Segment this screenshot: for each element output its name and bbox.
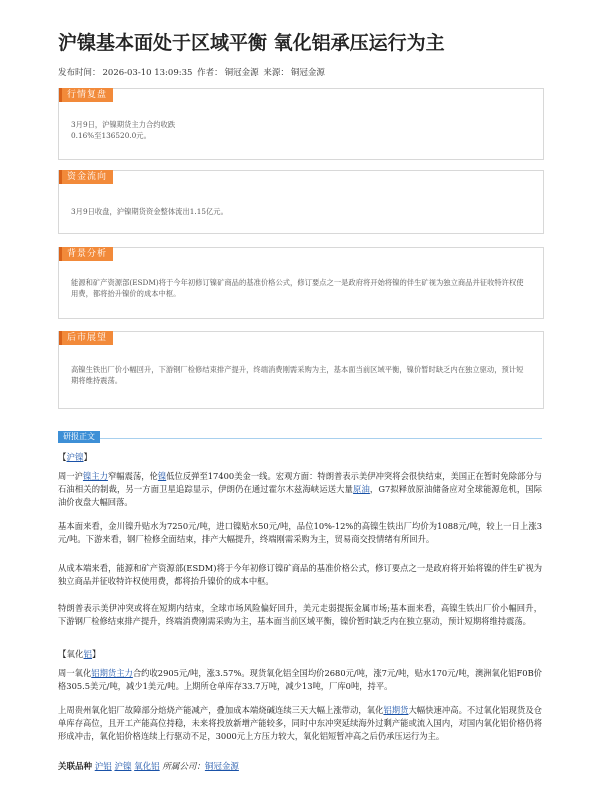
company-label: 所属公司：	[162, 762, 205, 772]
alumina-header-open: 【氧化	[58, 650, 84, 660]
research-tag: 研报正文	[58, 431, 100, 443]
related-link-nickel[interactable]: 沪镍	[114, 762, 132, 772]
company-link[interactable]: 铜冠金源	[204, 762, 239, 772]
author-label: 作者：	[197, 68, 223, 78]
review-text: 3月9日，沪镍期货主力合约收跌0.16%至136520.0元。	[71, 120, 176, 140]
outlook-text: 高镍生铁出厂价小幅回升，下游钢厂检修结束排产提升，终端消费刚需采购为主，基本面当前区域平衡，镍价暂时缺乏内在独立驱动，预计短期将维持震荡。	[71, 365, 524, 385]
nickel-link[interactable]: 沪镍	[66, 453, 84, 463]
p1-text-b: 窄幅震荡，伦	[107, 471, 158, 481]
nickel-header	[58, 451, 92, 463]
lme-nickel-link[interactable]: 镍	[157, 471, 167, 481]
background-text: 能源和矿产资源部(ESDM)将于今年初修订镍矿商品的基准价格公式，修订要点之一是政府将开始将镍的伴生矿视为独立商品并征收特许权使用费，都将抬升镍价的成本中枢。	[71, 278, 524, 298]
outlook-section	[58, 331, 544, 409]
review-section	[58, 88, 544, 160]
p5-text-b: 合约收2905元/吨，涨3.57%。现货氧化铝全国均价2680元/吨，涨7元/吨，贴水170元/吨，澳洲氧化铝F0B价格305.5美元/吨，减少1美元/吨。上期所仓单库存33.7万吨，减少13吨，厂库0吨，持平。	[58, 668, 542, 691]
alumina-paragraph-2	[58, 704, 542, 742]
author: 铜冠金源	[224, 68, 259, 78]
source-label: 来源：	[263, 68, 289, 78]
source: 铜冠金源	[290, 68, 325, 78]
alumina-link[interactable]: 铝	[83, 650, 93, 660]
flow-section	[58, 170, 544, 234]
p2-text: 基本面来看，金川镍升贴水为7250元/吨，进口镍贴水50元/吨，品位10%-12%的高镍生铁出厂均价为1088元/吨，较上一日上涨3元/吨。下游来看，钢厂检修全面结束，排产大幅提升，终端刚需采购为主，贸易商交投情绪有所回升。	[58, 521, 542, 544]
related-label: 关联品种	[58, 762, 93, 772]
flow-text: 3月9日收盘，沪镍期货资金整体流出1.15亿元。	[71, 207, 228, 216]
alumina-futures-link[interactable]: 铝期货	[383, 705, 409, 715]
nickel-header-close: 】	[83, 453, 93, 463]
background-label: 背景分析	[59, 247, 113, 261]
p3-text: 从成本端来看，能源和矿产资源部(ESDM)将于今年初修订镍矿商品的基准价格公式，修订要点之一是政府将开始将镍的伴生矿视为独立商品并征收特许权使用费，都将抬升镍价的成本中枢。	[58, 563, 542, 586]
background-section	[58, 247, 544, 319]
alumina-paragraph-1	[58, 667, 542, 693]
publish-time: 2026-03-10 13:09:35	[102, 68, 193, 78]
crude-oil-link[interactable]: 原油	[353, 483, 370, 494]
nickel-paragraph-4	[58, 602, 542, 628]
alumina-header	[58, 648, 101, 660]
research-divider	[58, 438, 542, 439]
p1-text-d: ，G7拟释放原油储备应对全球能源危机，国际油价夜盘大幅回落。	[58, 483, 542, 507]
related-link-alumina[interactable]: 氧化铝	[134, 762, 160, 772]
nickel-paragraph-3	[58, 562, 542, 588]
p6-text-a: 上周贵州氧化铝厂故障部分焙烧产能减产，叠加成本端烧碱连续三天大幅上涨带动，氧化	[58, 705, 384, 715]
p6-text-b: 大幅快速冲高。不过氧化铝现货及仓单库存高位，且开工产能高位持稳，未来将投放新增产能较多，同时中东冲突延续海外过剩产能或流入国内，对国内氧化铝价格仍将形成冲击，氧化铝价格连续上行驱动不足，3000元上方压力较大，氧化铝短暂冲高之后仍承压运行为主。	[58, 705, 542, 741]
nickel-paragraph-2	[58, 520, 542, 546]
nickel-paragraph-1	[58, 470, 542, 508]
alumina-header-close: 】	[92, 650, 101, 660]
p5-text-a: 周一氧化	[58, 668, 92, 678]
p4-text: 特朗普表示美伊冲突或将在短期内结束，全球市场风险偏好回升，美元走弱提振金属市场;基本面来看，高镍生铁出厂价小幅回升，下游钢厂检修结束排产提升，终端消费刚需采购为主，基本面当前区域平衡，镍价暂时缺乏内在独立驱动，预计短期将维持震荡。	[58, 603, 542, 626]
publish-label: 发布时间：	[58, 68, 101, 78]
nickel-header-open: 【	[58, 453, 67, 463]
nickel-main-link[interactable]: 镍主力	[82, 471, 108, 481]
article-title: 沪镍基本面处于区域平衡 氧化铝承压运行为主	[58, 32, 445, 54]
outlook-label: 后市展望	[59, 331, 113, 345]
alumina-main-link[interactable]: 铝期货主力	[91, 668, 133, 678]
review-label: 行情复盘	[59, 88, 113, 102]
related-footer	[58, 760, 239, 772]
flow-label: 资金流向	[59, 170, 113, 184]
related-link-aluminum[interactable]: 沪铝	[94, 762, 112, 772]
article-meta	[58, 66, 327, 78]
p1-text-c: 低位反弹至17400美金一线。宏观方面：特朗普表示美伊冲突将会很快结束，美国正在暂时免除部分与石油相关的制裁，另一方面卫星追踪显示，伊朗仍在通过霍尔木兹海峡运送大量	[58, 471, 542, 494]
p1-text-a: 周一沪	[58, 471, 83, 481]
